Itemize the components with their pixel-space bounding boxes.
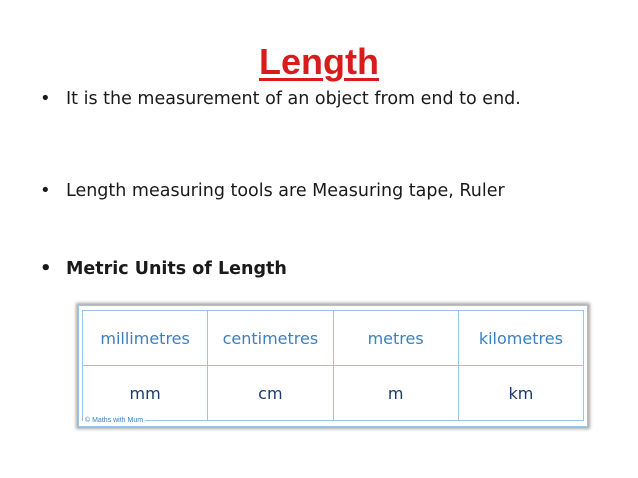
table-cell-unit-abbreviation: m	[333, 366, 458, 421]
table-row-unit-names	[83, 311, 584, 366]
bullet-dot-icon: •	[40, 180, 51, 201]
table-cell-unit-name: kilometres	[458, 311, 583, 366]
table-cell-unit-name: millimetres	[83, 311, 208, 366]
table-row-unit-abbreviations	[83, 366, 584, 421]
table-cell-unit-abbreviation: cm	[208, 366, 333, 421]
bullet-text: It is the measurement of an object from end to end.	[66, 89, 521, 109]
bullet-dot-icon: •	[40, 258, 52, 279]
metric-units-table	[82, 310, 584, 421]
bullet-item-metric-units	[40, 256, 610, 282]
bullet-item-tools	[40, 178, 610, 204]
bullet-item-definition	[40, 86, 610, 112]
bullet-text: Length measuring tools are Measuring tape, Ruler	[66, 181, 505, 201]
image-credit: © Maths with Mum	[85, 417, 144, 424]
slide-title: Length	[259, 41, 379, 82]
table-cell-unit-abbreviation: km	[458, 366, 583, 421]
bullet-text: Metric Units of Length	[66, 259, 287, 279]
bullet-dot-icon: •	[40, 88, 51, 109]
metric-units-table-image	[78, 305, 588, 427]
table-cell-unit-name: centimetres	[208, 311, 333, 366]
table-cell-unit-name: metres	[333, 311, 458, 366]
table-cell-unit-abbreviation: mm	[83, 366, 208, 421]
